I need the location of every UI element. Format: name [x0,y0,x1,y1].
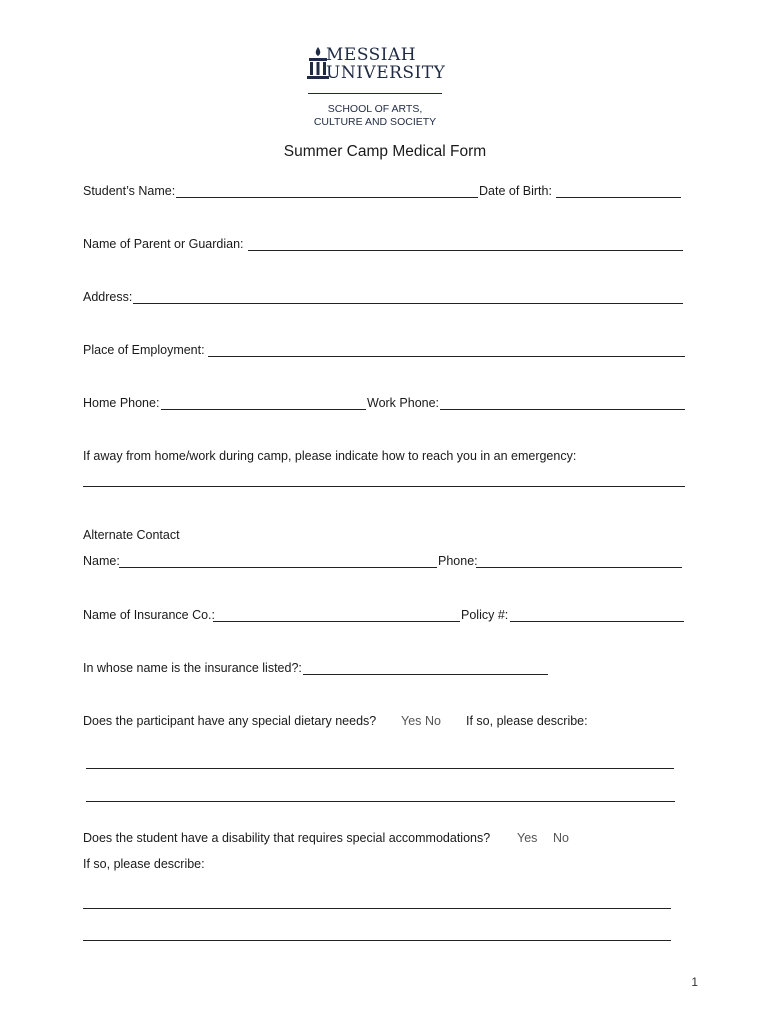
disability-describe-label: If so, please describe: [83,857,205,871]
alt-name-label: Name: [83,554,120,568]
work-phone-label: Work Phone: [367,396,440,410]
work-phone-field[interactable] [440,409,685,410]
policy-number-field[interactable] [510,621,684,622]
dietary-describe-label: If so, please describe: [466,714,588,728]
page-number: 1 [691,975,698,989]
disability-no-option[interactable]: No [553,831,569,845]
home-phone-label: Home Phone: [83,396,160,410]
alt-name-field[interactable] [119,567,437,568]
alt-phone-field[interactable] [476,567,682,568]
student-name-field[interactable] [176,197,478,198]
disability-description-line-1[interactable] [83,908,671,909]
logo-subtitle [306,103,444,128]
policy-number-label: Policy #: [461,608,509,622]
address-field[interactable] [133,303,683,304]
parent-name-label: Name of Parent or Guardian: [83,237,244,251]
logo-word-messiah: MESSIAH [326,45,417,65]
logo-subtitle-line1: SCHOOL OF ARTS, [327,103,423,115]
emergency-reach-question: If away from home/work during camp, please indicate how to reach you in an emergency: [83,449,577,463]
messiah-university-logo [306,46,456,130]
dietary-description-line-1[interactable] [86,768,674,769]
dob-field[interactable] [556,197,681,198]
address-label: Address: [83,290,133,304]
home-phone-field[interactable] [161,409,366,410]
disability-question: Does the student have a disability that requires special accommodations? [83,831,491,845]
emergency-reach-field[interactable] [83,486,685,487]
form-title: Summer Camp Medical Form [283,143,487,160]
logo-divider [308,93,442,94]
dob-label: Date of Birth: [479,184,552,198]
dietary-no-option[interactable]: No [425,714,441,728]
insurance-company-field[interactable] [213,621,460,622]
dietary-description-line-2[interactable] [86,801,675,802]
employment-field[interactable] [208,356,685,357]
student-name-label: Student’s Name: [83,184,176,198]
dietary-question: Does the participant have any special dietary needs? [83,714,377,728]
logo-subtitle-line2: CULTURE AND SOCIETY [313,115,437,128]
alternate-contact-heading: Alternate Contact [83,528,180,542]
alt-phone-label: Phone: [438,554,478,568]
logo-word-university: UNIVERSITY [326,63,446,83]
parent-name-field[interactable] [248,250,683,251]
employment-label: Place of Employment: [83,343,205,357]
insured-name-label: In whose name is the insurance listed?: [83,661,302,675]
insurance-company-label: Name of Insurance Co.: [83,608,216,622]
disability-description-line-2[interactable] [83,940,671,941]
insured-name-field[interactable] [303,674,548,675]
disability-yes-option[interactable]: Yes [517,831,538,845]
dietary-yes-option[interactable]: Yes [401,714,422,728]
